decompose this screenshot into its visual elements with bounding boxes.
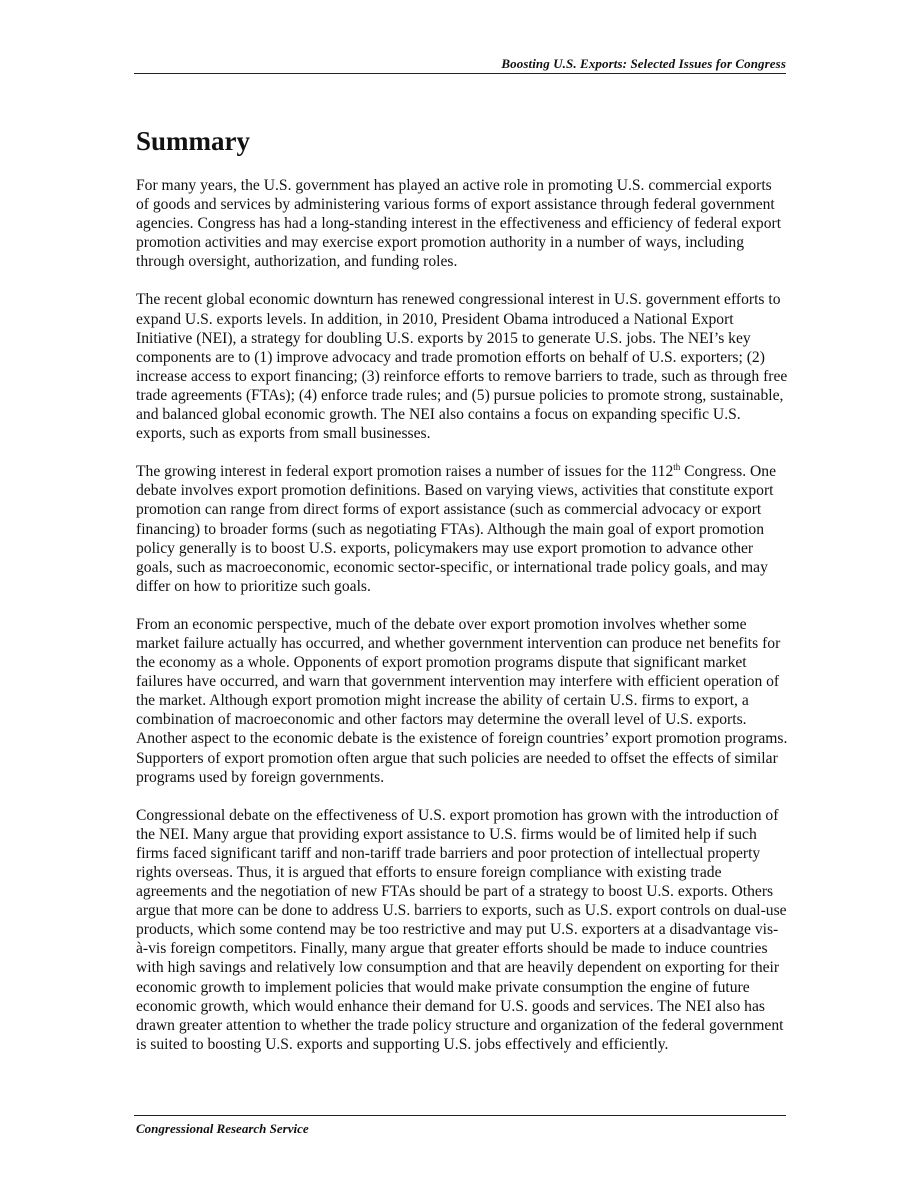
page-title: Summary (136, 126, 250, 156)
paragraph-3-text-after: Congress. One debate involves export promotion definitions. Based on varying views, activities that constitute export promotion can range from direct forms of export assistance (such as commercial advocacy or export financing) to broader forms (such as negotiating FTAs). Although the main goal of export promotion policy generally is to boost U.S. exports, policymakers may use export promotion to advance other goals, such as macroeconomic, economic sector-specific, or international trade policy goals, and may differ on how to prioritize such goals. (136, 463, 776, 595)
summary-paragraph-2: The recent global economic downturn has renewed congressional interest in U.S. government efforts to expand U.S. exports levels. In addition, in 2010, President Obama introduced a National Export Initiative (NEI), a strategy for doubling U.S. exports by 2015 to generate U.S. jobs. The NEI’s key components are to (1) improve advocacy and trade promotion efforts on behalf of U.S. exporters; (2) increase access to export financing; (3) reinforce efforts to remove barriers to trade, such as through free trade agreements (FTAs); (4) enforce trade rules; and (5) pursue policies to promote strong, sustainable, and balanced global economic growth. The NEI also contains a focus on expanding specific U.S. exports, such as exports from small businesses. (136, 291, 788, 443)
summary-body (136, 176, 788, 1073)
header-divider (134, 73, 786, 74)
paragraph-3-text-before: The growing interest in federal export promotion raises a number of issues for the 112 (136, 463, 674, 481)
summary-paragraph-1: For many years, the U.S. government has played an active role in promoting U.S. commercial exports of goods and services by administering various forms of export assistance through federal government agencies. Congress has had a long-standing interest in the effectiveness and efficiency of federal export promotion activities and may exercise export promotion authority in a number of ways, including through oversight, authorization, and funding roles. (136, 177, 782, 271)
ordinal-superscript: th (673, 462, 681, 473)
running-header-title: Boosting U.S. Exports: Selected Issues for Congress (501, 56, 786, 71)
summary-paragraph-3 (136, 462, 788, 596)
summary-paragraph-4: From an economic perspective, much of the debate over export promotion involves whether some market failure actually has occurred, and whether government intervention can produce net benefits for the economy as a whole. Opponents of export promotion programs dispute that significant market failures have occurred, and warn that government intervention may interfere with efficient operation of the market. Although export promotion might increase the ability of certain U.S. firms to export, a combination of macroeconomic and other factors may determine the overall level of U.S. exports. Another aspect to the economic debate is the existence of foreign countries’ export promotion programs. Supporters of export promotion often argue that such policies are needed to offset the effects of similar programs used by foreign governments. (136, 615, 788, 786)
running-footer-source: Congressional Research Service (136, 1121, 309, 1136)
summary-paragraph-5: Congressional debate on the effectiveness of U.S. export promotion has grown with the introduction of the NEI. Many argue that providing export assistance to U.S. firms would be of limited help if such firms faced significant tariff and non-tariff trade barriers and poor protection of intellectual property rights overseas. Thus, it is argued that efforts to ensure foreign compliance with existing trade agreements and the negotiation of new FTAs should be part of a strategy to boost U.S. exports. Others argue that more can be done to address U.S. barriers to exports, such as U.S. export controls on dual-use products, which some contend may be too restrictive and may put U.S. exporters at a disadvantage vis-à-vis foreign competitors. Finally, many argue that greater efforts should be made to induce countries with high savings and relatively low consumption and that are heavily dependent on exporting for their economic growth to implement policies that would make private consumption the engine of future economic growth, which would enhance their demand for U.S. goods and services. The NEI also has drawn greater attention to whether the trade policy structure and organization of the federal government is suited to boosting U.S. exports and supporting U.S. jobs effectively and efficiently. (136, 806, 787, 1053)
footer-divider (134, 1115, 786, 1116)
